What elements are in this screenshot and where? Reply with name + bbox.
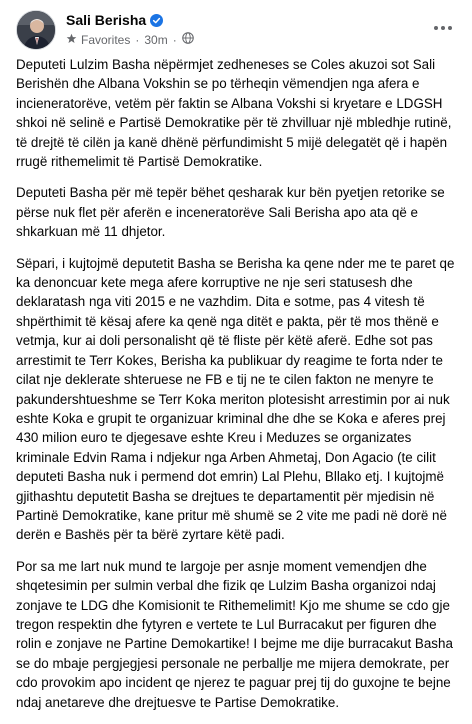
author-name[interactable]: Sali Berisha <box>66 12 147 28</box>
more-options-icon[interactable] <box>428 16 458 40</box>
post-timestamp[interactable]: 30m <box>144 32 168 47</box>
post-header <box>16 10 456 50</box>
meta-separator-2: · <box>172 32 177 47</box>
author-avatar[interactable] <box>16 10 56 50</box>
post-paragraph-3: Sëpari, i kujtojmë deputetit Basha se Berisha ka qene nder me te paret qe ka denoncuar kete mega afere korruptive ne nje seri statusesh dhe deklaratash nga viti 2015 e ne vazhdim. Dita e sotme, pas 4 vitesh të shpërthimit të kësaj afere ka qenë nga ditët e pakta, për të mos thënë e vetmja, kur ai doli personalisht që të fliste për këtë aferë. Edhe sot pas arrestimit te Terr Kokes, Berisha ka publikuar dy reagime te forta nder te cilat nje deklerate shteruese ne FB e tij ne te cilen fakton ne menyre te pakundershtueshme se Terr Koka meriton plotesisht arrestimin por ai nuk eshte Koka e grupit te organizuar kriminal dhe dhe se Koka e aferes prej 430 milion euro te djegesave eshte Kreu i Meduzes se organizates kriminale Edvin Rama i ndjekur nga Arben Ahmetaj, Don Agacio (te cilit deputeti Basha nuk i permend dot emrin) Lal Plehu, Bllako etj. I kujtojmë gjithashtu deputetit Basha se drejtues te departamentit për mjedisin në Partinë Demokratike, kane pritur më shumë se 2 vite me padi në dorë në derën e Bashës për ta bërë zyrtare këtë padi. <box>16 255 455 543</box>
post-meta <box>66 32 194 47</box>
star-icon <box>66 33 77 47</box>
author-name-row <box>66 12 163 28</box>
post-paragraph-2: Deputeti Basha për më tepër bëhet qesharak kur bën pyetjen retorike se përse nuk flet për aferën e inceneratorëve Sali Berisha apo ata që e shkarkuan më 11 dhjetor. <box>16 185 445 240</box>
meta-separator: · <box>135 32 140 47</box>
post-paragraph-1: Deputeti Lulzim Basha nëpërmjet zedheneses se Coles akuzoi sot Sali Berishën dhe Albana Vokshin se po tërheqin vëmendjen nga afera e incieneratorëve, vetëm për faktin se Albana Vokshi si kryetare e LDGSH shkoi në selinë e Partisë Demokratike për të zhvilluar një mbledhje rutinë, të drejtë të cilën ja kanë dhënë përfundimisht 5 mijë delegatët që i hapën rrugë rithemelimit të Partisë Demokratike. <box>16 57 452 170</box>
globe-icon[interactable] <box>182 32 194 47</box>
post-body <box>16 55 456 724</box>
post-paragraph-4: Por sa me lart nuk mund te largoje per asnje moment vemendjen dhe shqetesimin per sulmin verbal dhe fizik qe Lulzim Basha organizoi ndaj zonjave te LDG dhe Komisionit te Rithemelimit! Kjo me shume se cdo gje tregon respektin dhe fytyren e vertete te Lul Burracakut per figuren dhe rolin e zonjave ne Partine Demokartike! I bejme me dije burracakut Basha se do mbaje pergjegjesi personale ne perballje me mijera demokrate, per cdo provokim apo incident qe njerez te paguar prej tij do guxojne te bejne ndaj anetareve dhe drejtuesve te Partise Demokratike. <box>16 558 453 710</box>
verified-badge-icon <box>150 14 163 27</box>
audience-label[interactable]: Favorites <box>81 32 131 47</box>
